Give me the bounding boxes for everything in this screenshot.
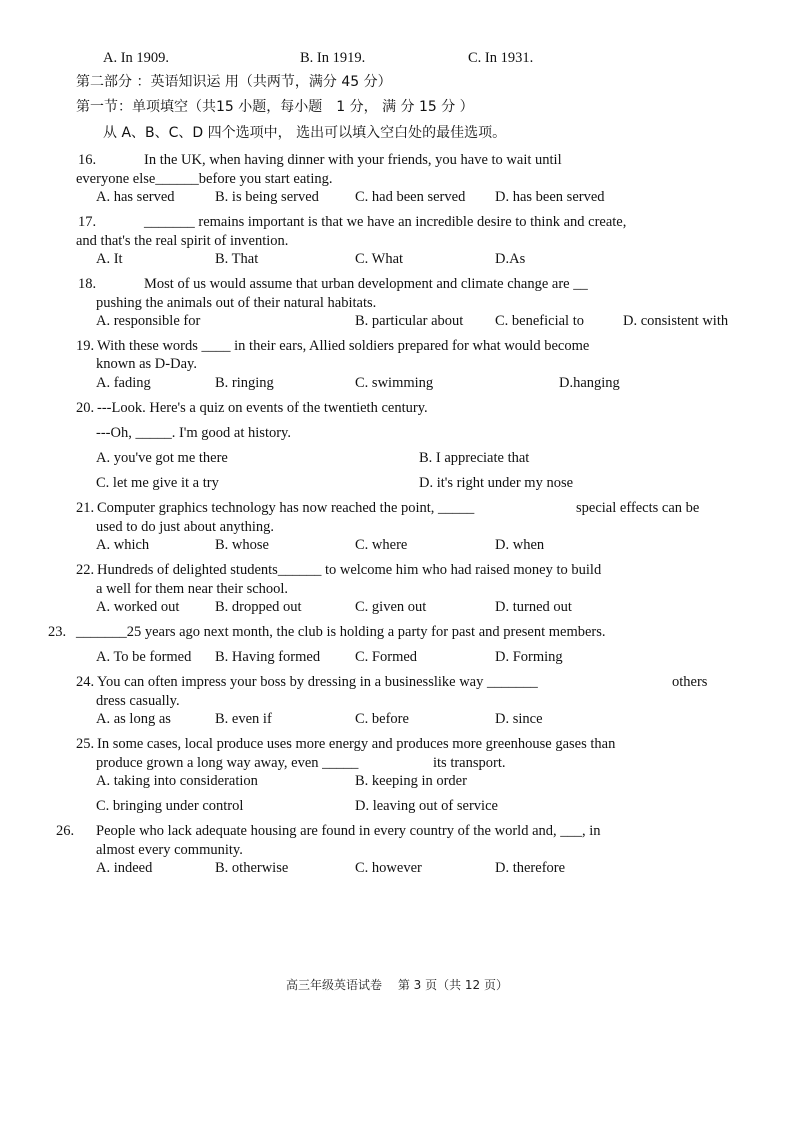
option-a: A. you've got me there	[96, 450, 228, 466]
question-text: Most of us would assume that urban development and climate change are __	[144, 276, 588, 292]
question-text: almost every community.	[96, 842, 243, 858]
question-text: In some cases, local produce uses more energy and produces more greenhouse gases than	[97, 736, 616, 752]
question-text: and that's the real spirit of invention.	[76, 233, 289, 249]
question-text: pushing the animals out of their natural habitats.	[96, 295, 377, 311]
option-b: B. ringing	[215, 375, 274, 391]
option-a: A. In 1909.	[103, 50, 170, 66]
option-b: B. I appreciate that	[419, 450, 530, 466]
question-number: 18.	[78, 276, 97, 292]
question-text: In the UK, when having dinner with your friends, you have to wait until	[144, 152, 562, 168]
question-number: 24.	[76, 674, 95, 690]
question-text: _______ remains important is that we have an incredible desire to think and create,	[144, 214, 627, 230]
question-number: 21.	[76, 500, 95, 516]
question-text: People who lack adequate housing are found in every country of the world and, ___, in	[96, 823, 601, 839]
option-d: D. it's right under my nose	[419, 475, 574, 491]
question-text: _______25 years ago next month, the club is holding a party for past and present members.	[76, 624, 606, 640]
option-c: C. In 1931.	[468, 50, 534, 66]
question-number: 19.	[76, 338, 95, 354]
question-number: 23.	[48, 624, 67, 640]
question-text: used to do just about anything.	[96, 519, 275, 535]
question-number: 22.	[76, 562, 95, 578]
question-text: a well for them near their school.	[96, 581, 289, 597]
option-c: C. had been served	[355, 189, 466, 205]
option-c: C. given out	[355, 599, 427, 615]
option-b: B. Having formed	[215, 649, 321, 665]
question-text: others	[672, 674, 708, 690]
subsection-header: 第一节：单项填空（共15 小题，每小题 1 分， 满 分 15 分 ）	[76, 99, 474, 115]
question-text: Hundreds of delighted students______ to welcome him who had raised money to build	[97, 562, 602, 578]
option-b: B. dropped out	[215, 599, 302, 615]
option-a: A. responsible for	[96, 313, 201, 329]
option-c: C. before	[355, 711, 409, 727]
option-d: D. therefore	[495, 860, 566, 876]
option-b: B. keeping in order	[355, 773, 467, 789]
option-a: A. fading	[96, 375, 151, 391]
option-a: A. which	[96, 537, 150, 553]
page-footer: 高三年级英语试卷 第 3 页（共 12 页）	[286, 978, 508, 992]
option-d: D. Forming	[495, 649, 563, 665]
option-d: D. since	[495, 711, 543, 727]
option-d: D.As	[495, 251, 526, 267]
option-c: C. however	[355, 860, 422, 876]
option-c: C. Formed	[355, 649, 418, 665]
option-c: C. beneficial to	[495, 313, 584, 329]
option-d: D. turned out	[495, 599, 572, 615]
option-b: B. particular about	[355, 313, 464, 329]
question-number: 16.	[78, 152, 97, 168]
option-d: D. leaving out of service	[355, 798, 498, 814]
instruction: 从 A、B、C、D 四个选项中， 选出可以填入空白处的最佳选项。	[103, 125, 507, 141]
option-a: A. taking into consideration	[96, 773, 258, 789]
option-b: B. That	[215, 251, 259, 267]
option-b: B. even if	[215, 711, 272, 727]
option-d: D.hanging	[559, 375, 620, 391]
question-number: 26.	[56, 823, 75, 839]
question-text: produce grown a long way away, even _____	[96, 755, 359, 771]
question-number: 17.	[78, 214, 97, 230]
question-text: special effects can be	[576, 500, 700, 516]
option-c: C. What	[355, 251, 404, 267]
option-b: B. is being served	[215, 189, 319, 205]
question-number: 25.	[76, 736, 95, 752]
option-b: B. whose	[215, 537, 269, 553]
question-text: everyone else______before you start eating.	[76, 171, 333, 187]
option-a: A. worked out	[96, 599, 180, 615]
question-text: With these words ____ in their ears, Allied soldiers prepared for what would become	[97, 338, 590, 354]
option-a: A. It	[96, 251, 123, 267]
option-c: C. where	[355, 537, 408, 553]
question-text: Computer graphics technology has now reached the point, _____	[97, 500, 475, 516]
question-text: ---Oh, _____. I'm good at history.	[96, 425, 291, 441]
option-c: C. let me give it a try	[96, 475, 219, 491]
question-text: ---Look. Here's a quiz on events of the twentieth century.	[97, 400, 428, 416]
option-a: A. as long as	[96, 711, 171, 727]
question-text: You can often impress your boss by dressing in a businesslike way _______	[97, 674, 538, 690]
option-b: B. In 1919.	[300, 50, 366, 66]
option-d: D. has been served	[495, 189, 605, 205]
option-b: B. otherwise	[215, 860, 289, 876]
option-d: D. when	[495, 537, 545, 553]
question-number: 20.	[76, 400, 95, 416]
question-text: known as D-Day.	[96, 356, 197, 372]
option-c: C. bringing under control	[96, 798, 244, 814]
option-a: A. has served	[96, 189, 175, 205]
option-c: C. swimming	[355, 375, 434, 391]
option-a: A. To be formed	[96, 649, 192, 665]
option-a: A. indeed	[96, 860, 153, 876]
option-d: D. consistent with	[623, 313, 729, 329]
section-header: 第二部分 ：英语知识运 用（共两节，满分 45 分）	[76, 74, 392, 90]
question-text: dress casually.	[96, 693, 180, 709]
question-text: its transport.	[433, 755, 506, 771]
